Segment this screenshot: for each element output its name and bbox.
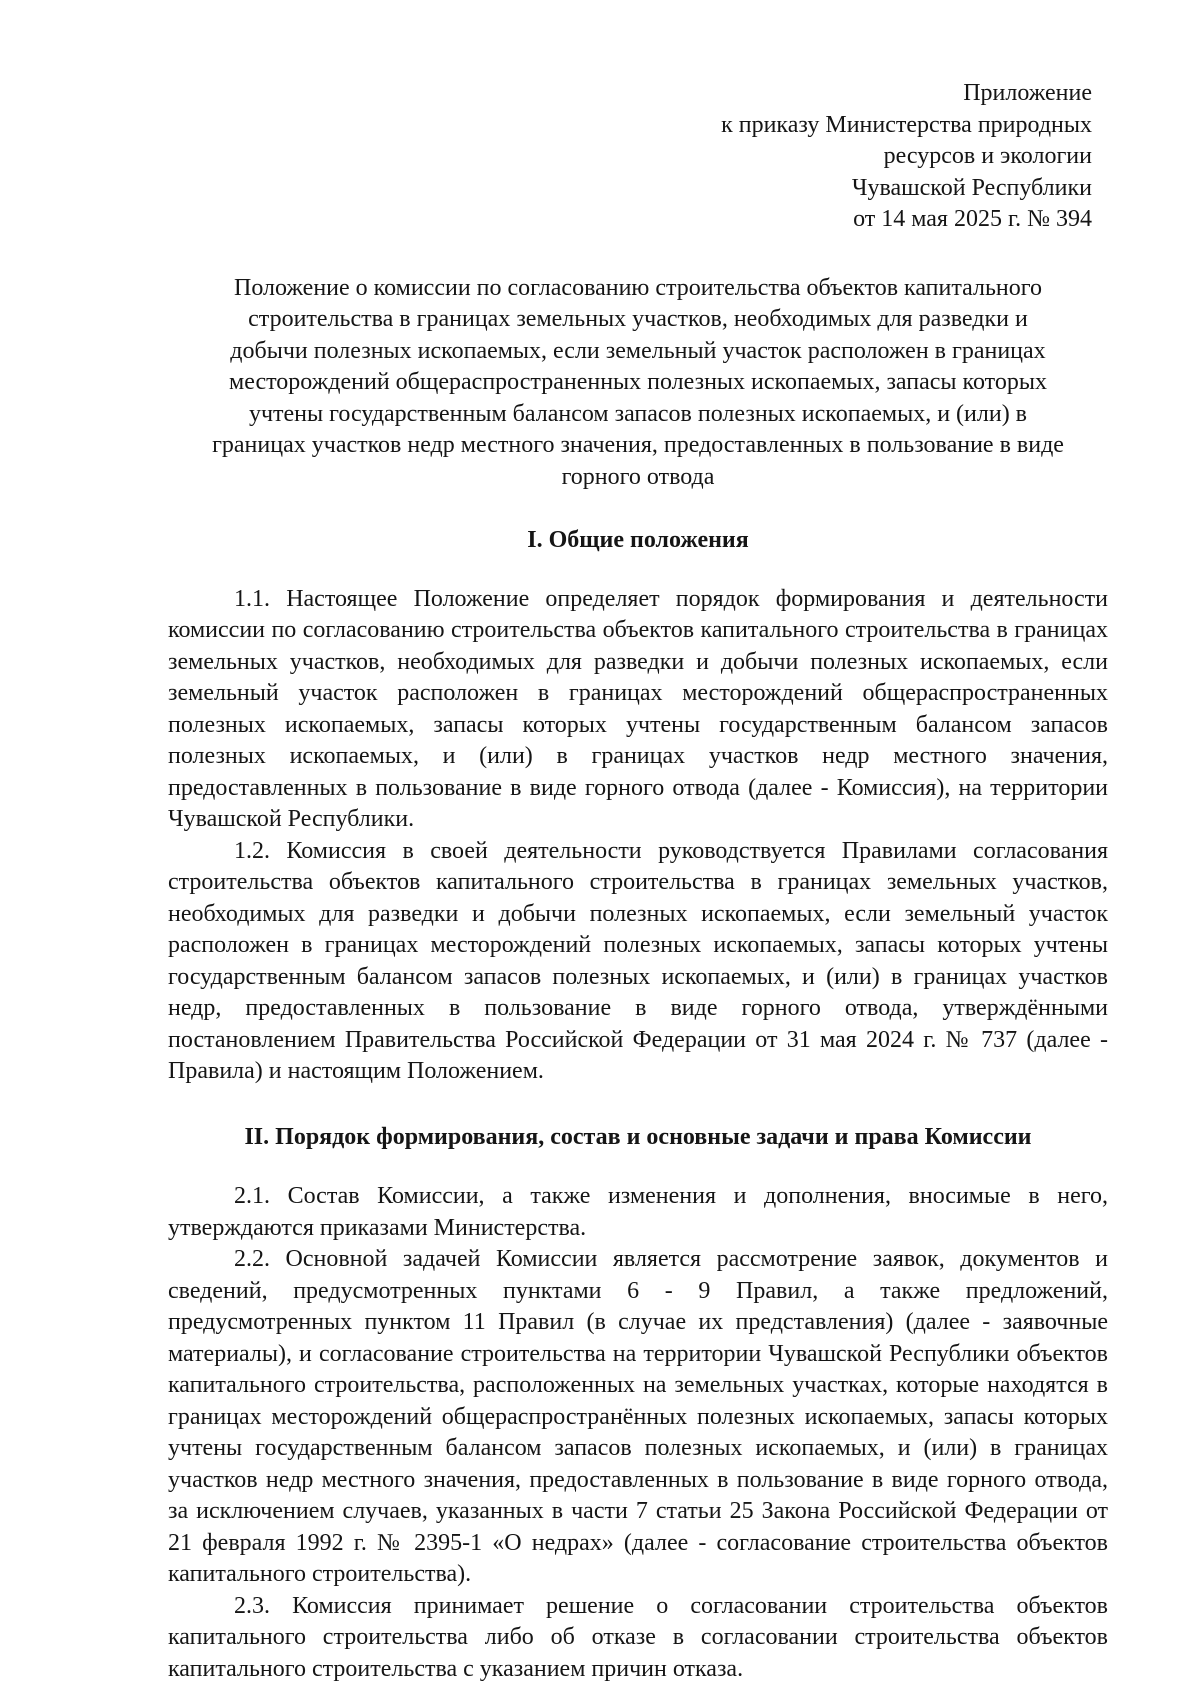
appendix-line: ресурсов и экологии (883, 143, 1092, 169)
paragraph-2-3: 2.3. Комиссия принимает решение о согласовании строительства объектов капитального строительства либо об отказе в согласовании строительства объектов капитального строительства с указанием причин отказа. (168, 1592, 1108, 1682)
appendix-date-line: от 14 мая 2025 г. № 394 (853, 206, 1092, 232)
appendix-header (168, 78, 1108, 236)
title-line: границах участков недр местного значения, предоставленных в пользование в виде (212, 432, 1064, 458)
title-line: учтены государственным балансом запасов полезных ископаемых, и (или) в (248, 400, 1028, 427)
paragraph-1-1: 1.1. Настоящее Положение определяет порядок формирования и деятельности комиссии по согласованию строительства объектов капитального строительства в границах земельных участков, необходимых для разведки и добычи полезных ископаемых, если земельный участок расположен в границах месторождений общераспространенных полезных ископаемых, запасы которых учтены государственным балансом запасов полезных ископаемых, и (или) в границах участков недр местного значения, предоставленных в пользование в виде горного отвода (далее - Комиссия), на территории Чувашской Республики. (168, 585, 1108, 832)
title-line: месторождений общераспространенных полезных ископаемых, запасы которых (229, 369, 1047, 395)
appendix-line: Чувашской Республики (851, 174, 1092, 201)
title-line: строительства в границах земельных участков, необходимых для разведки и (248, 306, 1028, 332)
appendix-line: к приказу Министерства природных (721, 111, 1092, 138)
paragraph-2-1: 2.1. Состав Комиссии, а также изменения и дополнения, вносимые в него, утверждаются приказами Министерства. (168, 1183, 1108, 1241)
paragraph-2-2: 2.2. Основной задачей Комиссии является рассмотрение заявок, документов и сведений, предусмотренных пунктами 6 - 9 Правил, а также предложений, предусмотренных пунктом 11 Правил (в случае их представления) (далее - заявочные материалы), и согласование строительства на территории Чувашской Республики объектов капитального строительства, расположенных на земельных участках, которые находятся в границах месторождений общераспространённых полезных ископаемых, запасы которых учтены государственным балансом запасов полезных ископаемых, и (или) в границах участков недр местного значения, предоставленных в пользование в виде горного отвода, за исключением случаев, указанных в части 7 статьи 25 Закона Российской Федерации от 21 февраля 1992 г. № 2395-1 «О недрах» (далее - согласование строительства объектов капитального строительства). (168, 1246, 1108, 1587)
title-line: горного отвода (561, 463, 715, 490)
document-title (168, 273, 1108, 494)
appendix-line: Приложение (963, 80, 1092, 106)
section-2-heading: II. Порядок формирования, состав и основные задачи и права Комиссии (244, 1123, 1032, 1150)
title-line: добычи полезных ископаемых, если земельный участок расположен в границах (230, 337, 1046, 364)
title-line: Положение о комиссии по согласованию строительства объектов капитального (234, 274, 1042, 301)
paragraph-1-2: 1.2. Комиссия в своей деятельности руководствуется Правилами согласования строительства объектов капитального строительства в границах земельных участков, необходимых для разведки и добычи полезных ископаемых, если земельный участок расположен в границах месторождений полезных ископаемых, запасы которых учтены государственным балансом запасов полезных ископаемых, и (или) в границах участков недр, предоставленных в пользование в виде горного отвода, утверждёнными постановлением Правительства Российской Федерации от 31 мая 2024 г. № 737 (далее - Правила) и настоящим Положением. (168, 837, 1108, 1084)
section-1-heading: I. Общие положения (527, 527, 749, 553)
